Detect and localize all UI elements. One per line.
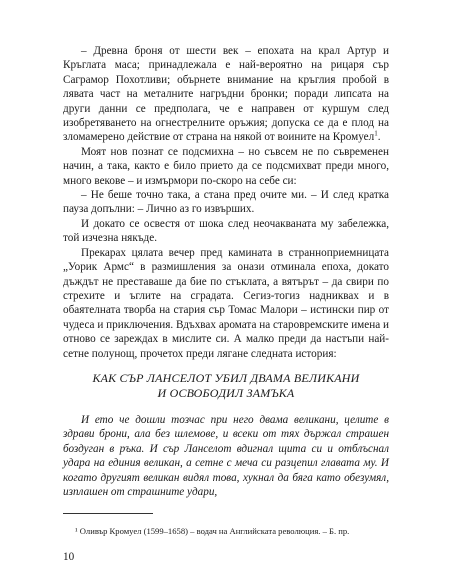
paragraph-text: – Древна броня от шести век – епохата на крал Артур и Кръглата маса; принадлежала е най-вероятно на рицаря сър Саграмор Похотливи; обърнете внимание на кръглия пробой в лявата част на металните нагръдни бронки; поради липсата на други данни се предполага, че е направен от куршум след изобретяването на огнестрелните оръжия; допуска се да е плод на зломамерено действие от страна на някой от воините на Кромуел — [63, 45, 389, 144]
paragraph: Моят нов познат се подсмихна – но съвсем не по съвременен начин, а така, както е било прието да се подсмихват преди много, много векове – и измърмори по-скоро на себе си: — [63, 145, 389, 187]
footnote: ¹ Оливър Кромуел (1599–1658) – водач на Английската революция. – Б. пр. — [75, 525, 350, 536]
paragraph-armor-description: – Древна броня от шести век – епохата на крал Артур и Кръглата маса; принадлежала е най-вероятно на рицаря сър Саграмор Похотливи; обърнете внимание на кръглия пробой в лявата част на металните нагръдни бронки; поради липсата на други данни се предполага, че е направен от куршум след изобретяването на огнестрелните оръжия; допуска се да е плод на зломамерено действие от страна на някой от воините на Кромуел$^1$. — [63, 45, 389, 144]
footnote-marker: 1 — [374, 129, 378, 138]
paragraph: Прекарах цялата вечер пред камината в странноприемницата „Уорик Армс“ в размишления за онази отминала епоха, докато дъждът не преставаше да бие по стъклата, а вятърът – да свири по стрехите и ъглите на сградата. Сегиз-тогиз надниквах и в обаятелната творба на стария сър Томас Малори – истински пир от чудеса и приключения. Вдъхвах аромата на старовремските имена и отново се зареждах в мислите си. А малко преди да настъпи най-сетне полунощ, прочетох преди лягане следната история: — [63, 246, 389, 360]
main-text — [63, 44, 389, 499]
italic-story-paragraph: И ето че дошли тозчас при него двама великани, целите в здрави брони, ала без шлемове, и всеки от тях държал страшен боздуган в ръка. И сър Ланселот вдигнал щита си и отблъснал удара на единия великан, а сетне с меча си разцепил главата му. И когато другият великан видял това, хукнал да бяга като обезумял, изплашен от страшните удари, — [63, 413, 389, 498]
footnote-divider — [63, 513, 153, 514]
chapter-heading-line-1: КАК СЪР ЛАНСЕЛОТ УБИЛ ДВАМА ВЕЛИКАНИ — [92, 370, 360, 385]
chapter-heading-line-2: И ОСВОБОДИЛ ЗАМЪКА — [157, 385, 295, 400]
paragraph: – Не беше точно така, а стана пред очите ми. – И след кратка пауза допълни: – Лично аз го извърших. — [63, 189, 389, 216]
page-number: 10 — [63, 551, 75, 563]
paragraph: И докато се освестя от шока след неочакваната му забележка, той изчезна някъде. — [63, 217, 389, 245]
